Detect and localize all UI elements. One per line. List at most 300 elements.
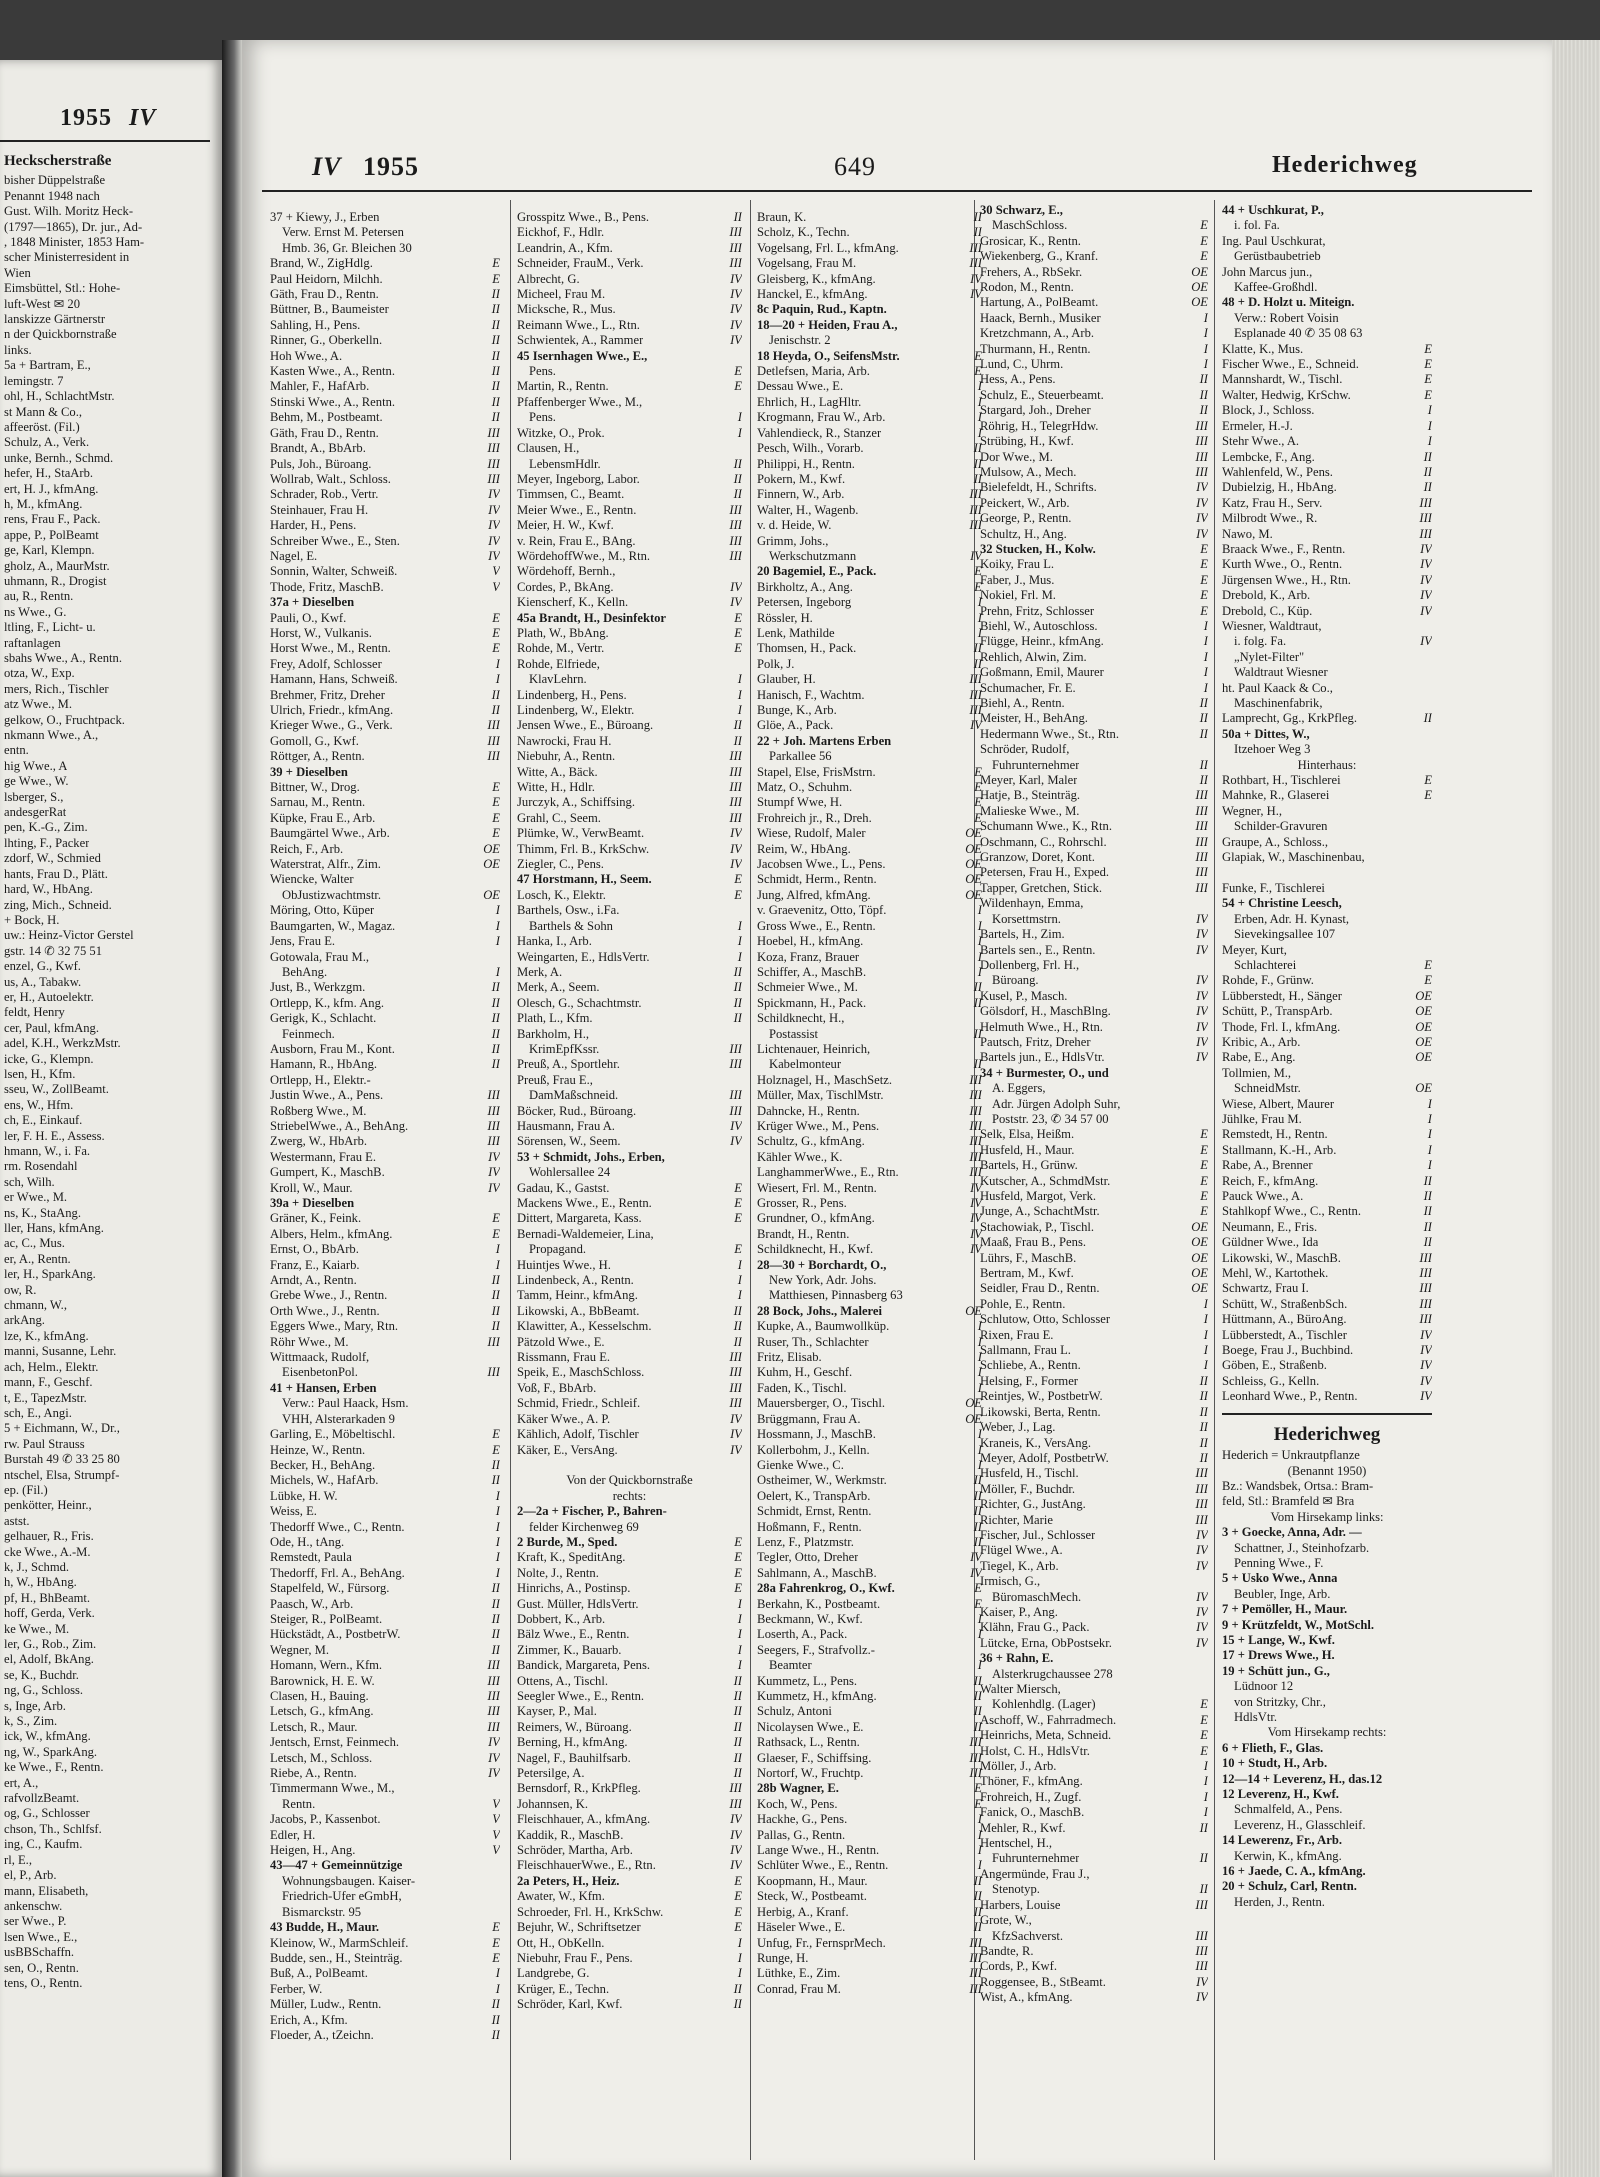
- directory-entry: [270, 641, 500, 656]
- entry-text: Frey, Adolf, Schlosser: [270, 656, 382, 671]
- directory-entry: [980, 1697, 1208, 1712]
- directory-entry: [980, 1235, 1208, 1250]
- directory-entry: [757, 765, 982, 780]
- entry-text: Walter, Hedwig, KrSchw.: [1222, 387, 1351, 402]
- directory-entry: [270, 1211, 500, 1226]
- directory-entry: [1222, 619, 1432, 634]
- directory-entry: [980, 1821, 1208, 1836]
- floor-marker: IV: [488, 502, 500, 517]
- floor-marker: V: [492, 564, 500, 579]
- entry-text: Bunge, K., Arb.: [757, 703, 837, 717]
- entry-text: Reich, F., Arb.: [270, 841, 344, 856]
- entry-text: Verw. Ernst M. Petersen: [282, 225, 404, 240]
- directory-entry: [270, 811, 500, 826]
- directory-entry: [517, 842, 742, 857]
- entry-text: Faber, J., Mus.: [980, 572, 1055, 587]
- entry-text: Kasten Wwe., A., Rentn.: [270, 364, 395, 379]
- directory-entry: [980, 1528, 1208, 1543]
- entry-text: Richter, Marie: [980, 1512, 1053, 1527]
- directory-entry: [980, 1127, 1208, 1142]
- entry-text: Meyer, Karl, Maler: [980, 773, 1078, 788]
- directory-entry: [980, 1405, 1208, 1420]
- left-entry: [4, 327, 214, 342]
- floor-marker: II: [1423, 480, 1432, 495]
- entry-text: Detlefsen, Maria, Arb.: [757, 364, 870, 379]
- directory-entry: [757, 225, 982, 240]
- entry-text: Kummetz, H., kfmAng.: [757, 1689, 877, 1703]
- floor-marker: II: [733, 1303, 742, 1318]
- header-volume: IV: [312, 152, 342, 181]
- entry-text: Krüger, E., Techn.: [517, 1981, 610, 1996]
- directory-entry: [1222, 1633, 1432, 1648]
- directory-entry: [1222, 1312, 1432, 1327]
- left-entry: [4, 1391, 214, 1406]
- entry-text: Schröder, Rudolf,: [980, 742, 1070, 757]
- floor-marker: E: [1424, 372, 1432, 387]
- directory-entry: [980, 1328, 1208, 1343]
- directory-entry: [270, 1181, 500, 1196]
- floor-marker: IV: [730, 1411, 742, 1426]
- entry-text: Schreiber Wwe., E., Sten.: [270, 533, 400, 548]
- directory-entry: [980, 634, 1208, 649]
- directory-entry: [270, 1704, 500, 1719]
- entry-text: Dobbert, K., Arb.: [517, 1611, 606, 1626]
- left-entry: [4, 1021, 214, 1036]
- entry-text: Letsch, G., kfmAng.: [270, 1704, 374, 1719]
- directory-entry: [270, 672, 500, 687]
- floor-marker: I: [737, 687, 742, 702]
- entry-text: Güldner Wwe., Ida: [1222, 1235, 1319, 1250]
- entry-text: Birkholtz, A., Ang.: [757, 579, 853, 594]
- entry-text: Kretzchmann, A., Arb.: [980, 326, 1095, 341]
- left-entry-text: ntschel, Elsa, Strumpf-: [4, 1467, 120, 1482]
- floor-marker: IV: [1420, 572, 1432, 587]
- floor-marker: III: [969, 502, 982, 517]
- book-gutter: [222, 40, 242, 2177]
- directory-entry: [1222, 357, 1432, 372]
- floor-marker: II: [973, 1873, 982, 1888]
- entry-text: Funke, F., Tischlerei: [1222, 880, 1325, 895]
- entry-text: Glaeser, F., Schiffsing.: [757, 1750, 872, 1765]
- entry-text: Lüdnoor 12: [1234, 1679, 1294, 1694]
- floor-marker: II: [973, 1488, 982, 1503]
- directory-entry: [517, 1704, 742, 1719]
- left-entry-text: ng, W., SparkAng.: [4, 1744, 98, 1759]
- directory-entry: [270, 1936, 500, 1951]
- directory-entry: [980, 604, 1208, 619]
- left-entry-text: ch, E., Einkauf.: [4, 1113, 83, 1128]
- left-entry: [4, 1776, 214, 1791]
- directory-entry: [517, 1689, 742, 1704]
- directory-entry: [517, 1473, 742, 1488]
- floor-marker: III: [487, 1719, 500, 1734]
- entry-text: Ziegler, C., Pens.: [517, 857, 604, 872]
- entry-text: Brüggmann, Frau A.: [757, 1411, 861, 1426]
- entry-text: Matz, O., Schuhm.: [757, 780, 853, 795]
- directory-entry: [980, 280, 1208, 295]
- floor-marker: I: [1427, 1127, 1432, 1142]
- directory-entry: [1222, 943, 1432, 958]
- left-entry: [4, 435, 214, 450]
- floor-marker: III: [1195, 1466, 1208, 1481]
- directory-entry: [980, 1882, 1208, 1897]
- directory-entry: [517, 965, 742, 980]
- directory-entry: [270, 1057, 500, 1072]
- floor-marker: II: [491, 1026, 500, 1041]
- entry-text: Plümke, W., VerwBeamt.: [517, 826, 645, 841]
- floor-marker: IV: [1196, 942, 1208, 957]
- entry-text: Sarnau, M., Rentn.: [270, 795, 366, 810]
- entry-text: Lütcke, Erna, ObPostsekr.: [980, 1635, 1112, 1650]
- floor-marker: II: [733, 1719, 742, 1734]
- entry-text: Krogmann, Frau W., Arb.: [757, 410, 886, 425]
- directory-entry: [1222, 1374, 1432, 1389]
- floor-marker: III: [729, 764, 742, 779]
- entry-text: Bälz Wwe., E., Rentn.: [517, 1627, 630, 1642]
- floor-marker: I: [495, 1981, 500, 1996]
- entry-text: Mahnke, R., Glaserei: [1222, 788, 1330, 803]
- left-entry: [4, 358, 214, 373]
- floor-marker: III: [969, 1072, 982, 1087]
- directory-entry: [1222, 681, 1432, 696]
- floor-marker: E: [1424, 957, 1432, 972]
- entry-text: Wiesert, Frl. M., Rentn.: [757, 1180, 877, 1195]
- entry-text: Steinhauer, Frau H.: [270, 502, 369, 517]
- entry-text: Rössler, H.: [757, 610, 813, 625]
- directory-entry: [757, 1658, 982, 1673]
- directory-entry: [980, 588, 1208, 603]
- floor-marker: II: [733, 718, 742, 733]
- entry-text: Gadau, K., Gastst.: [517, 1180, 610, 1195]
- entry-text: Leandrin, A., Kfm.: [517, 240, 613, 255]
- entry-text: Schröder, Martha, Arb.: [517, 1843, 633, 1858]
- directory-entry: [270, 1858, 500, 1873]
- left-entry: [4, 882, 214, 897]
- floor-marker: E: [1200, 1142, 1208, 1157]
- entry-text: Faden, K., Tischl.: [757, 1380, 847, 1395]
- entry-text: Jens, Frau E.: [270, 934, 336, 949]
- directory-entry: [270, 703, 500, 718]
- entry-text: Tamm, Heinr., kfmAng.: [517, 1288, 638, 1303]
- directory-entry: [517, 950, 742, 965]
- directory-entry: [980, 450, 1208, 465]
- floor-marker: III: [729, 502, 742, 517]
- floor-marker: III: [1419, 1250, 1432, 1265]
- floor-marker: I: [495, 1519, 500, 1534]
- directory-entry: [1222, 280, 1432, 295]
- floor-marker: IV: [970, 1211, 982, 1226]
- left-entry: [4, 559, 214, 574]
- entry-text: Röhr Wwe., M.: [270, 1334, 349, 1349]
- directory-entry: [270, 1412, 500, 1427]
- entry-text: Niebuhr, Frau F., Pens.: [517, 1950, 633, 1965]
- floor-marker: IV: [970, 1550, 982, 1565]
- directory-entry: [517, 503, 742, 518]
- floor-marker: II: [973, 1504, 982, 1519]
- entry-text: Jacobs, P., Kassenbot.: [270, 1812, 381, 1827]
- directory-entry: [270, 1165, 500, 1180]
- entry-text: Maaß, Frau B., Pens.: [980, 1235, 1086, 1250]
- entry-text: Gienke Wwe., C.: [757, 1457, 844, 1472]
- left-entry-text: arkAng.: [4, 1313, 45, 1328]
- directory-entry: [980, 1004, 1208, 1019]
- directory-entry: [757, 1597, 982, 1612]
- entry-text: Philippi, H., Rentn.: [757, 456, 855, 471]
- floor-marker: II: [491, 995, 500, 1010]
- directory-entry: [757, 1011, 982, 1026]
- floor-marker: I: [977, 595, 982, 610]
- entry-text: Jürgensen Wwe., H., Rtn.: [1222, 572, 1351, 587]
- entry-text: Rinner, G., Oberkelln.: [270, 333, 383, 348]
- directory-entry: [757, 1843, 982, 1858]
- entry-text: Wohlersallee 24: [529, 1165, 611, 1180]
- directory-entry: [980, 573, 1208, 588]
- floor-marker: III: [487, 456, 500, 471]
- left-entry-text: lsberger, S.,: [4, 789, 64, 804]
- section-title: Hederichweg: [1273, 1423, 1381, 1445]
- floor-marker: OE: [1415, 1050, 1432, 1065]
- entry-text: Kienscherf, K., Kelln.: [517, 595, 629, 610]
- floor-marker: I: [737, 1288, 742, 1303]
- entry-text: Witte, A., Bäck.: [517, 764, 598, 779]
- entry-text: Kohlenhdlg. (Lager): [992, 1697, 1096, 1712]
- directory-entry: [757, 1735, 982, 1750]
- directory-entry: [1222, 773, 1432, 788]
- directory-entry: [517, 1951, 742, 1966]
- entry-text: EisenbetonPol.: [282, 1365, 358, 1380]
- floor-marker: II: [491, 2027, 500, 2042]
- left-entry: [4, 1714, 214, 1729]
- left-entry-text: ing, C., Kaufm.: [4, 1837, 83, 1852]
- directory-entry: [1222, 1510, 1432, 1525]
- entry-text: Tiegel, K., Arb.: [980, 1558, 1059, 1573]
- floor-marker: E: [1200, 1728, 1208, 1743]
- directory-entry: [517, 903, 742, 918]
- entry-text: Gölsdorf, H., MaschBlng.: [980, 1004, 1111, 1019]
- directory-entry: [270, 564, 500, 579]
- floor-marker: I: [495, 656, 500, 671]
- floor-marker: III: [729, 749, 742, 764]
- entry-text: Lindenberg, H., Pens.: [517, 687, 627, 702]
- floor-marker: IV: [1196, 526, 1208, 541]
- floor-marker: E: [492, 1935, 500, 1950]
- entry-text: Dessau Wwe., E.: [757, 379, 844, 394]
- left-entry-text: hard, W., HbAng.: [4, 882, 93, 897]
- floor-marker: OE: [1415, 1034, 1432, 1049]
- book-page-edge: [1552, 40, 1600, 2177]
- directory-entry: [270, 1966, 500, 1981]
- entry-text: George, P., Rentn.: [980, 511, 1072, 526]
- floor-marker: II: [733, 995, 742, 1010]
- left-entry-text: andesgerRat: [4, 805, 67, 820]
- entry-text: Boege, Frau J., Buchbind.: [1222, 1343, 1354, 1358]
- left-entry-text: ler, G., Rob., Zim.: [4, 1637, 97, 1651]
- directory-entry: [270, 1073, 500, 1088]
- floor-marker: I: [495, 903, 500, 918]
- entry-text: Kaffee-Großhdl.: [1234, 280, 1318, 295]
- left-entry: [4, 1652, 214, 1667]
- directory-entry: [1222, 1281, 1432, 1296]
- floor-marker: I: [1203, 680, 1208, 695]
- entry-text: Mahler, F., HafArb.: [270, 379, 370, 394]
- directory-entry: [270, 1766, 500, 1781]
- directory-entry: [270, 1751, 500, 1766]
- left-entry-text: adel, K.H., WerkzMstr.: [4, 1036, 121, 1051]
- directory-entry: [757, 395, 982, 410]
- floor-marker: II: [1199, 1404, 1208, 1419]
- entry-text: Wegner, M.: [270, 1642, 329, 1657]
- directory-entry: [1222, 973, 1432, 988]
- floor-marker: E: [734, 379, 742, 394]
- floor-marker: I: [1427, 434, 1432, 449]
- directory-entry: [1222, 1081, 1432, 1096]
- entry-text: 22 + Joh. Martens Erben: [757, 733, 892, 748]
- floor-marker: I: [1203, 1759, 1208, 1774]
- left-entry-text: lhting, F., Packer: [4, 835, 90, 850]
- directory-entry: [517, 1520, 742, 1535]
- directory-entry: [1222, 434, 1432, 449]
- entry-text: Landgrebe, G.: [517, 1966, 590, 1981]
- directory-entry: [1222, 465, 1432, 480]
- directory-entry: [980, 958, 1208, 973]
- directory-entry: [1222, 1220, 1432, 1235]
- left-entry: [4, 1822, 214, 1837]
- entry-text: Clausen, H.,: [517, 441, 580, 456]
- floor-marker: II: [1423, 1204, 1432, 1219]
- directory-entry: [757, 1889, 982, 1904]
- directory-entry: [517, 1319, 742, 1334]
- floor-marker: I: [1203, 310, 1208, 325]
- left-entry: [4, 1190, 214, 1205]
- entry-text: Rehlich, Alwin, Zim.: [980, 649, 1087, 664]
- directory-entry: [1222, 573, 1432, 588]
- directory-entry: [517, 1858, 742, 1873]
- directory-entry: [757, 472, 982, 487]
- floor-marker: I: [495, 1534, 500, 1549]
- entry-text: Ing. Paul Uschkurat,: [1222, 233, 1326, 248]
- directory-entry: [270, 1627, 500, 1642]
- entry-text: Wahlenfeld, W., Pens.: [1222, 464, 1333, 479]
- floor-marker: I: [737, 1966, 742, 1981]
- left-entry-text: mann, F., Geschf.: [4, 1375, 93, 1390]
- directory-entry: [757, 1920, 982, 1935]
- entry-text: Voß, F., BbArb.: [517, 1380, 597, 1395]
- directory-entry: [757, 426, 982, 441]
- left-entry-text: affeeröst. (Fil.): [4, 419, 80, 434]
- directory-entry: [517, 1443, 742, 1458]
- entry-text: Awater, W., Kfm.: [517, 1889, 605, 1904]
- left-entry-text: k, S., Zim.: [4, 1714, 58, 1729]
- floor-marker: I: [737, 1658, 742, 1673]
- entry-text: Schmidt, Ernst, Rentn.: [757, 1504, 872, 1519]
- directory-entry: [517, 1011, 742, 1026]
- left-entry-text: sch, E., Angi.: [4, 1405, 72, 1420]
- floor-marker: E: [974, 795, 982, 810]
- floor-marker: E: [492, 1427, 500, 1442]
- directory-entry: [757, 1982, 982, 1997]
- directory-entry: [270, 287, 500, 302]
- floor-marker: II: [1423, 1235, 1432, 1250]
- entry-text: Stallmann, K.-H., Arb.: [1222, 1142, 1337, 1157]
- entry-text: Preuß, A., Sportlehr.: [517, 1057, 620, 1072]
- floor-marker: IV: [1420, 1389, 1432, 1404]
- floor-marker: E: [974, 579, 982, 594]
- directory-entry: [517, 780, 742, 795]
- entry-text: Walter, H., Wagenb.: [757, 502, 859, 517]
- entry-text: Lührs, F., MaschB.: [980, 1250, 1077, 1265]
- left-entry: [4, 1699, 214, 1714]
- floor-marker: III: [729, 1396, 742, 1411]
- entry-text: Rabe, A., Brenner: [1222, 1158, 1313, 1173]
- directory-entry: [270, 272, 500, 287]
- floor-marker: IV: [1196, 495, 1208, 510]
- directory-entry: [270, 842, 500, 857]
- entry-text: Mackens Wwe., E., Rentn.: [517, 1196, 652, 1210]
- floor-marker: II: [733, 1766, 742, 1781]
- floor-marker: III: [487, 1658, 500, 1673]
- directory-entry: [270, 1874, 500, 1889]
- left-entry-text: ick, W., kfmAng.: [4, 1729, 91, 1744]
- left-entry-text: hig Wwe., A: [4, 758, 68, 773]
- floor-marker: IV: [970, 718, 982, 733]
- directory-entry: [1222, 218, 1432, 233]
- floor-marker: II: [973, 1704, 982, 1719]
- floor-marker: II: [973, 1026, 982, 1041]
- floor-marker: E: [734, 1534, 742, 1549]
- entry-text: Lund, C., Uhrm.: [980, 357, 1064, 372]
- directory-entry: [1222, 1050, 1432, 1065]
- left-entry: [4, 682, 214, 697]
- floor-marker: III: [969, 487, 982, 502]
- left-entry-text: pf, H., BhBeamt.: [4, 1590, 91, 1605]
- entry-text: Glöe, A., Pack.: [757, 718, 834, 733]
- entry-text: Lübberstedt, A., Tischler: [1222, 1327, 1347, 1342]
- left-entry-text: gholz, A., MaurMstr.: [4, 558, 110, 573]
- entry-text: Brandt, H., Rentn.: [757, 1226, 850, 1241]
- directory-entry: [757, 1181, 982, 1196]
- floor-marker: III: [969, 672, 982, 687]
- directory-entry: [1222, 1864, 1432, 1879]
- entry-text: feld, Stl.: Bramfeld ✉ Bra: [1222, 1494, 1355, 1509]
- entry-text: ht. Paul Kaack & Co.,: [1222, 680, 1333, 695]
- directory-entry: [980, 372, 1208, 387]
- entry-text: MaschSchloss.: [992, 218, 1068, 233]
- floor-marker: I: [737, 918, 742, 933]
- entry-text: ObJustizwachtmstr.: [282, 887, 381, 902]
- entry-text: Ottens, A., Tischl.: [517, 1673, 608, 1688]
- entry-text: KfzSachverst.: [992, 1928, 1063, 1943]
- left-entry: [4, 1591, 214, 1606]
- directory-entry: [270, 657, 500, 672]
- directory-entry: [980, 1651, 1208, 1666]
- entry-text: Schmeier Wwe., M.: [757, 980, 858, 995]
- left-entry-text: og, G., Schlosser: [4, 1806, 90, 1821]
- entry-text: Husfeld, Margot, Verk.: [980, 1189, 1097, 1203]
- entry-text: Baumgarten, W., Magaz.: [270, 918, 396, 933]
- floor-marker: OE: [965, 1411, 982, 1426]
- directory-entry: [517, 1350, 742, 1365]
- directory-entry: [1222, 896, 1432, 911]
- floor-marker: OE: [1191, 1250, 1208, 1265]
- directory-entry: [1222, 1571, 1432, 1586]
- floor-marker: IV: [488, 518, 500, 533]
- floor-marker: E: [1200, 1127, 1208, 1142]
- floor-marker: I: [1203, 1296, 1208, 1311]
- directory-entry: [517, 272, 742, 287]
- floor-marker: IV: [1420, 603, 1432, 618]
- directory-entry: [1222, 634, 1432, 649]
- directory-entry: [1222, 1143, 1432, 1158]
